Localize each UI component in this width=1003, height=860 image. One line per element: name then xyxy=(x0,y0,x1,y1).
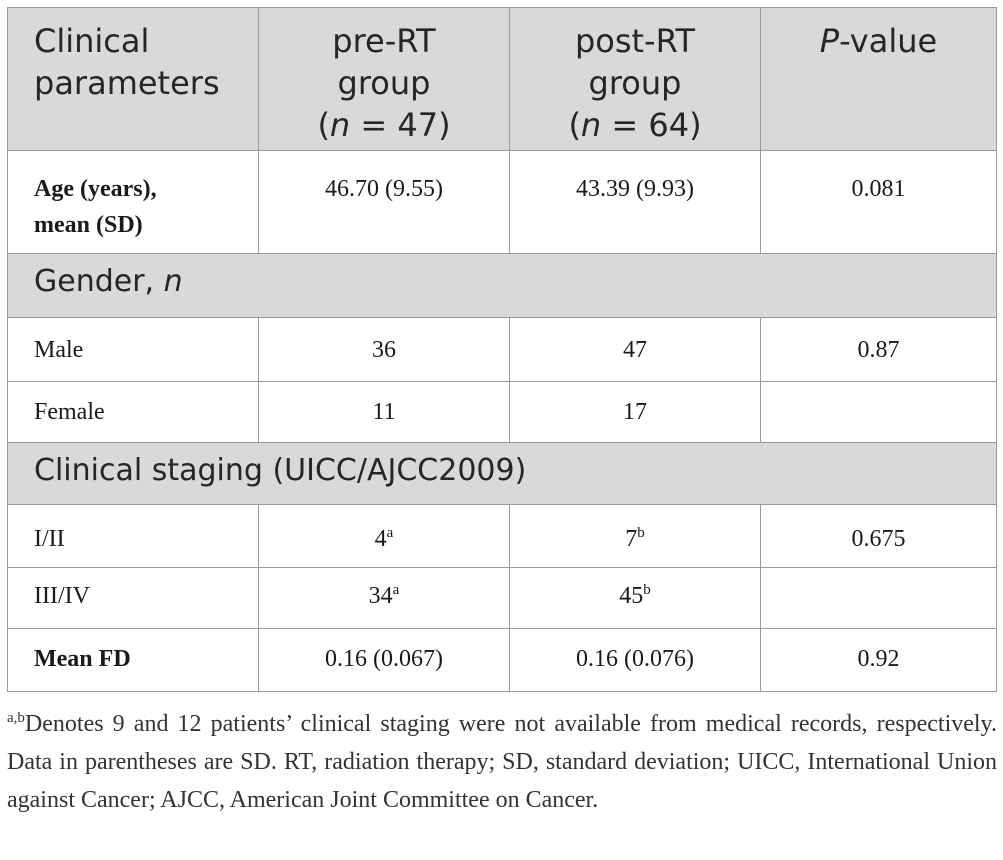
fd-p: 0.92 xyxy=(761,629,997,692)
staging-section-label: Clinical staging (UICC/AJCC2009) xyxy=(8,443,997,505)
footnote-sup: a,b xyxy=(7,710,25,726)
stage34-pre-value: 34 xyxy=(368,583,393,609)
gender-section-n: n xyxy=(163,264,183,299)
header-clinical-parameters xyxy=(8,8,259,151)
section-row-gender xyxy=(8,254,997,318)
header-col3-line1: post-RT xyxy=(574,22,696,60)
header-col2-count: = 47) xyxy=(350,106,451,144)
age-label xyxy=(8,151,259,254)
stage34-post xyxy=(510,568,761,629)
stage12-post xyxy=(510,505,761,568)
header-col2-n: n xyxy=(329,106,351,144)
header-post-rt-group: post-RT group (n = 64) xyxy=(510,8,761,151)
gender-section-label xyxy=(8,254,997,318)
male-label: Male xyxy=(8,318,259,382)
fd-post: 0.16 (0.076) xyxy=(510,629,761,692)
stage34-pre-sup: a xyxy=(392,582,400,598)
footnote-text: Denotes 9 and 12 patients’ clinical staging were not available from medical records, respectively. Data in parentheses are SD. RT, radiation therapy; SD, standard deviation; UICC, International Union against Cancer; AJCC, American Joint Committee on Cancer. xyxy=(7,711,997,813)
stage34-label: III/IV xyxy=(8,568,259,629)
table-row-age xyxy=(8,151,997,254)
stage34-post-sup: b xyxy=(643,582,651,598)
header-col3-line2: group xyxy=(588,64,682,102)
age-p: 0.081 xyxy=(761,151,997,254)
female-label: Female xyxy=(8,382,259,443)
age-pre: 46.70 (9.55) xyxy=(259,151,510,254)
female-post: 17 xyxy=(510,382,761,443)
header-p-italic: P xyxy=(819,22,840,60)
header-col2-line2: group xyxy=(337,64,431,102)
header-pre-rt-group: pre-RT group (n = 47) xyxy=(259,8,510,151)
stage12-pre-value: 4 xyxy=(374,526,387,552)
table-row-mean-fd xyxy=(8,629,997,692)
stage12-pre-sup: a xyxy=(386,525,394,541)
header-col3-n: n xyxy=(580,106,602,144)
age-label-line1: Age (years), xyxy=(34,176,157,202)
male-p: 0.87 xyxy=(761,318,997,382)
table-row-stage-3-4 xyxy=(8,568,997,629)
gender-section-text: Gender, xyxy=(34,264,164,299)
female-pre: 11 xyxy=(259,382,510,443)
fd-label: Mean FD xyxy=(8,629,259,692)
table-header-row xyxy=(8,8,997,151)
male-pre: 36 xyxy=(259,318,510,382)
fd-pre: 0.16 (0.067) xyxy=(259,629,510,692)
header-p-rest: -value xyxy=(839,22,938,60)
stage12-post-sup: b xyxy=(637,525,645,541)
age-label-line2: mean (SD) xyxy=(34,212,143,238)
stage12-p: 0.675 xyxy=(761,505,997,568)
stage34-p xyxy=(761,568,997,629)
section-row-staging xyxy=(8,443,997,505)
header-col3-count: = 64) xyxy=(601,106,702,144)
stage12-pre xyxy=(259,505,510,568)
age-post: 43.39 (9.93) xyxy=(510,151,761,254)
stage12-label: I/II xyxy=(8,505,259,568)
header-col1-line1: Clinical xyxy=(34,22,150,60)
table-row-female xyxy=(8,382,997,443)
male-post: 47 xyxy=(510,318,761,382)
table-footnote xyxy=(7,705,997,819)
header-col1-line2: parameters xyxy=(34,64,220,102)
stage34-pre xyxy=(259,568,510,629)
stage12-post-value: 7 xyxy=(625,526,638,552)
header-col2-line1: pre-RT xyxy=(332,22,436,60)
stage34-post-value: 45 xyxy=(619,583,644,609)
table-row-male xyxy=(8,318,997,382)
female-p xyxy=(761,382,997,443)
clinical-parameters-table xyxy=(7,7,997,692)
header-p-value xyxy=(761,8,997,151)
table-row-stage-1-2 xyxy=(8,505,997,568)
